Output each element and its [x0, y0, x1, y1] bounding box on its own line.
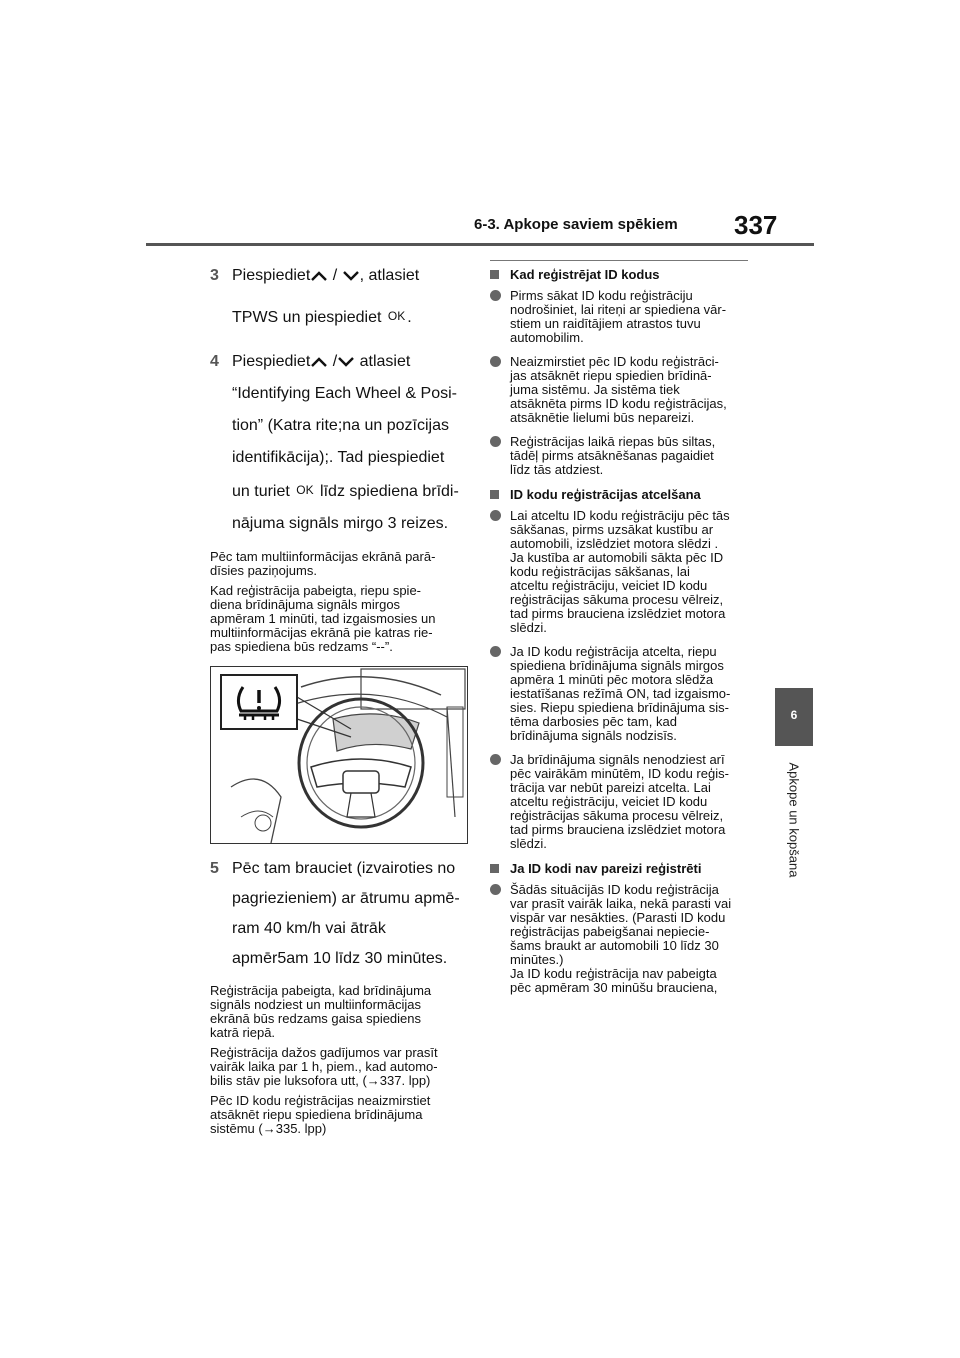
tire-pressure-warning-icon — [233, 681, 285, 723]
chevron-down-icon — [337, 356, 355, 368]
bullet-dot-icon — [490, 290, 501, 301]
step-line: ram 40 km/h vai ātrāk — [232, 920, 386, 937]
left-column — [210, 260, 468, 1142]
chapter-tab — [775, 688, 813, 746]
step-text: . — [407, 309, 412, 326]
bullet-dot-icon — [490, 436, 501, 447]
step-text: līdz spiediena brīdi- — [315, 483, 459, 500]
bullet-item: Reģistrācijas laikā riepas būs siltas, tādēļ pirms atsāknēšanas pagaidiet līdz tās atdziest. — [490, 435, 748, 477]
step-line — [232, 346, 468, 378]
step-line: identifikācija);. Tad piespiediet — [232, 449, 445, 466]
step-line — [232, 300, 468, 334]
note-paragraph: Pēc tam multiinformācijas ekrānā parā- dīsies paziņojums. — [210, 549, 436, 578]
chapter-label — [785, 755, 803, 895]
bullet-dot-icon — [490, 884, 501, 895]
step-line: “Identifying Each Wheel & Posi- — [232, 385, 457, 402]
ok-button-icon: OK — [387, 309, 406, 323]
chapter-number: 6 — [790, 708, 798, 722]
step-line — [232, 260, 468, 292]
bullet-item: Pirms sākat ID kodu reģistrāciju nodrošiniet, lai riteņi ar spiediena vār- stiem un raidītājiem atrastos tuvu automobilim. — [490, 289, 748, 345]
step-text: TPWS un piespiediet — [232, 309, 386, 326]
step-5 — [210, 854, 468, 974]
right-column — [490, 260, 748, 1005]
step-number: 5 — [210, 860, 219, 877]
step-line: tion” (Katra rite;na un pozīcijas — [232, 417, 449, 434]
step-number: 4 — [210, 353, 219, 370]
chevron-up-icon — [310, 270, 328, 282]
step-line: apmēr5am 10 līdz 30 minūtes. — [232, 950, 448, 967]
note-paragraph: Reģistrācija pabeigta, kad brīdinājuma signāls nodziest un multiinformācijas ekrānā būs redzams gaisa spiediens katrā riepā. — [210, 983, 432, 1040]
step-number: 3 — [210, 267, 219, 284]
bullet-dot-icon — [490, 754, 501, 765]
chapter-label-text: Apkope un kopšana — [786, 762, 802, 878]
step-line: nājuma signāls mirgo 3 reizes. — [232, 515, 449, 532]
bullet-dot-icon — [490, 646, 501, 657]
bullet-item: Ja ID kodu reģistrācija atcelta, riepu spiediena brīdinājuma signāls mirgos apmēra 1 minūti pēc motora slēdža iestatīšanas režīmā ON, tad izgaismo- sies. Riepu spiediena brīdinājuma sis- tēma darbosies pēc tam, kad brīdinājuma signāls nodzisīs. — [490, 645, 748, 743]
step-text: , atlasiet — [359, 267, 420, 284]
bullet-item: Lai atceltu ID kodu reģistrāciju pēc tās sākšanas, pirms uzsākat kustību ar automobili, izslēdziet motora slēdzi . Ja kustība ar automobili sākta pēc ID kodu reģistrācijas sākšanas, lai atceltu reģistrāciju, veiciet ID kodu reģistrācijas sākuma procesu vēlreiz, tad pirms brauciena izslēdziet motora slēdzi. — [490, 509, 748, 635]
header-rule — [146, 243, 814, 246]
step-text: atlasiet — [355, 353, 411, 370]
section-heading: Ja ID kodi nav pareizi reģistrēti — [490, 861, 748, 877]
note-paragraph: Reģistrācija dažos gadījumos var prasīt vairāk laika par 1 h, piem., kad automo- bilis stāv pie luksofora utt, (→337. lpp) — [210, 1045, 438, 1088]
bullet-dot-icon — [490, 510, 501, 521]
bullet-item: Neaizmirstiet pēc ID kodu reģistrāci- jas atsāknēt riepu spiedien brīdinā- juma sistēmu. Ja sistēma tiek atsāknēta pirms ID kodu reģistrācijas, atsāknētie lielumi būs nepareizi. — [490, 355, 748, 425]
step-line — [232, 474, 468, 508]
step-line: pagriezieniem) ar ātrumu apmē- — [232, 890, 460, 907]
bullet-dot-icon — [490, 356, 501, 367]
chevron-down-icon — [342, 270, 360, 282]
step-text: un turiet — [232, 483, 295, 500]
note-paragraph: Kad reģistrācija pabeigta, riepu spie- diena brīdinājuma signāls mirgos apmēram 1 minūti, tad izgaismosies un multiinformācijas ekrānā pie katras rie- pas spiediena būs redzams “--”. — [210, 583, 436, 654]
dashboard-illustration — [210, 666, 468, 844]
square-bullet-icon — [490, 490, 499, 499]
page-number: 337 — [734, 210, 778, 240]
bullet-item: Šādās situācijās ID kodu reģistrācija var prasīt vairāk laika, nekā parasti vai vispār var nesākties. (Parasti ID kodu reģistrācijas pabeigšanai nepiecie- šams braukt ar automobili 10 līdz 30 minūtes.) Ja ID kodu reģistrācija nav pabeigta pēc apmēram 30 minūšu brauciena, — [490, 883, 748, 995]
step-3 — [210, 260, 468, 334]
column-rule — [490, 260, 748, 261]
chevron-up-icon — [310, 356, 328, 368]
ok-button-icon: OK — [296, 483, 314, 497]
step-text: / — [328, 267, 342, 284]
step-4 — [210, 346, 468, 540]
step-text: / — [328, 353, 338, 370]
bullet-item: Ja brīdinājuma signāls nenodziest arī pēc vairākām minūtēm, ID kodu reģis- trācija var nebūt pareizi atcelta. Lai atceltu reģistrāciju, veiciet ID kodu reģistrācijas sākuma procesu vēlreiz, tad pirms brauciena izslēdziet motora slēdzi. — [490, 753, 748, 851]
section-heading: ID kodu reģistrācijas atcelšana — [490, 487, 748, 503]
section-title: 6-3. Apkope saviem spēkiem — [474, 216, 678, 233]
step-text: Piespiediet — [232, 353, 311, 370]
note-paragraph: Pēc ID kodu reģistrācijas neaizmirstiet atsāknēt riepu spiediena brīdinājuma sistēmu (→335. lpp) — [210, 1093, 431, 1136]
step-text: Piespiediet — [232, 267, 311, 284]
section-heading: Kad reģistrējat ID kodus — [490, 267, 748, 283]
square-bullet-icon — [490, 864, 499, 873]
square-bullet-icon — [490, 270, 499, 279]
step-line: Pēc tam brauciet (izvairoties no — [232, 860, 456, 877]
